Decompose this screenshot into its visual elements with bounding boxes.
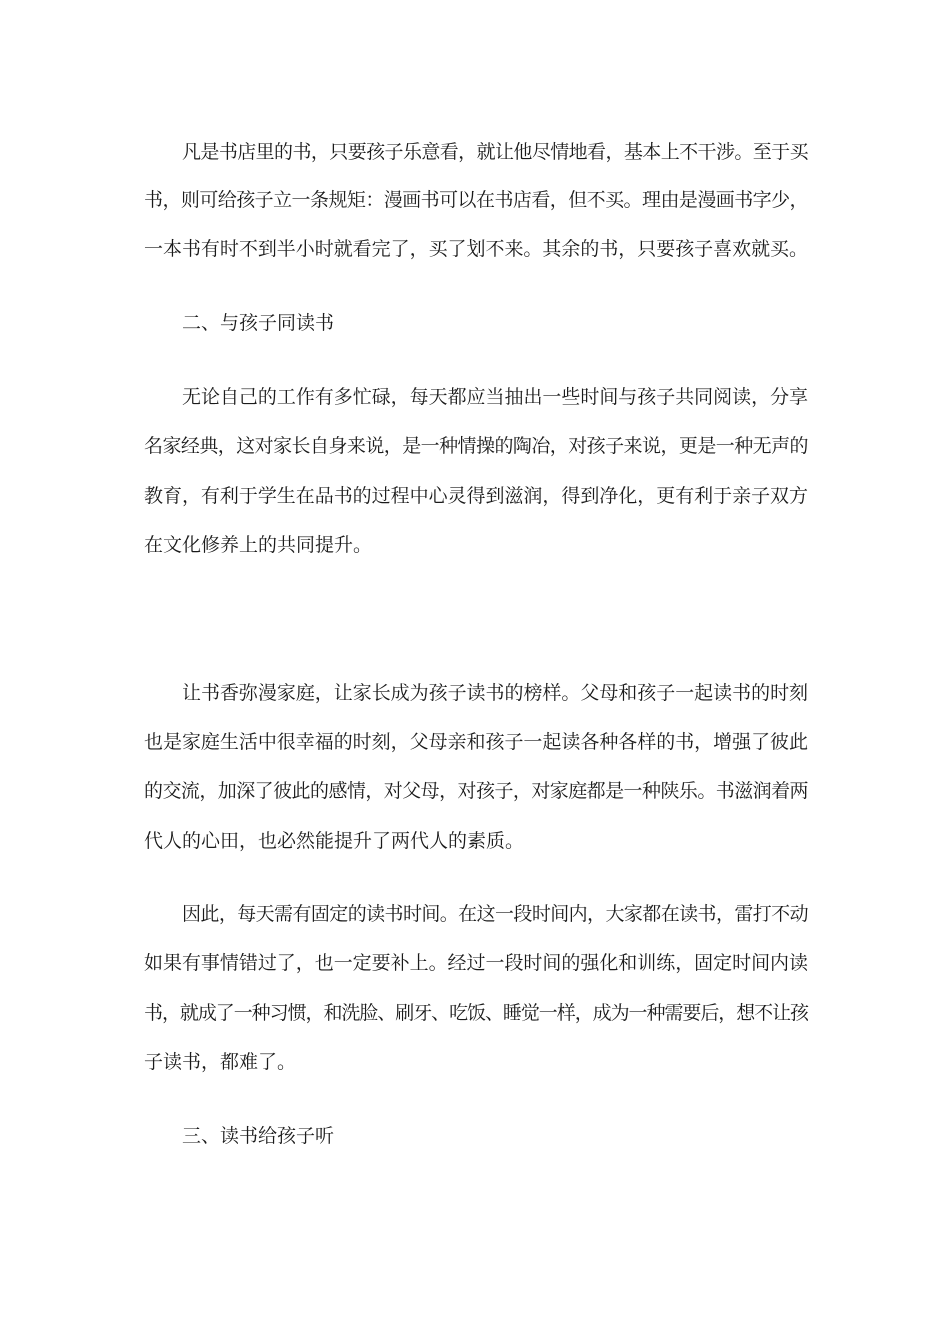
paragraph-line: 也是家庭生活中很幸福的时刻，父母亲和孩子一起读各种各样的书，增强了彼此	[144, 731, 809, 753]
paragraph-line: 让书香弥漫家庭，让家长成为孩子读书的榜样。父母和孩子一起读书的时刻	[182, 682, 809, 704]
paragraph-line: 代人的心田，也必然能提升了两代人的素质。	[144, 830, 525, 852]
paragraph-line: 无论自己的工作有多忙碌，每天都应当抽出一些时间与孩子共同阅读，分享	[182, 386, 809, 408]
section-heading: 二、与孩子同读书	[182, 312, 335, 334]
paragraph-line: 书，则可给孩子立一条规矩：漫画书可以在书店看，但不买。理由是漫画书字少，	[144, 189, 809, 211]
paragraph-line: 在文化修养上的共同提升。	[144, 534, 373, 556]
section-heading: 三、读书给孩子听	[182, 1125, 335, 1147]
paragraph-line: 教育，有利于学生在品书的过程中心灵得到滋润，得到净化，更有利于亲子双方	[144, 485, 809, 507]
paragraph-line: 如果有事情错过了，也一定要补上。经过一段时间的强化和训练，固定时间内读	[144, 952, 809, 974]
paragraph-line: 一本书有时不到半小时就看完了，买了划不来。其余的书，只要孩子喜欢就买。	[144, 238, 809, 260]
paragraph-line: 书，就成了一种习惯，和洗脸、刷牙、吃饭、睡觉一样，成为一种需要后，想不让孩	[144, 1002, 809, 1024]
paragraph-line: 名家经典，这对家长自身来说，是一种情操的陶冶，对孩子来说，更是一种无声的	[144, 435, 809, 457]
paragraph-line: 因此，每天需有固定的读书时间。在这一段时间内，大家都在读书，雷打不动	[182, 903, 809, 925]
paragraph-line: 子读书，都难了。	[144, 1051, 297, 1073]
paragraph-line: 的交流，加深了彼此的感情，对父母，对孩子，对家庭都是一种陕乐。书滋润着两	[144, 780, 809, 802]
paragraph-line: 凡是书店里的书，只要孩子乐意看，就让他尽情地看，基本上不干涉。至于买	[182, 141, 809, 163]
